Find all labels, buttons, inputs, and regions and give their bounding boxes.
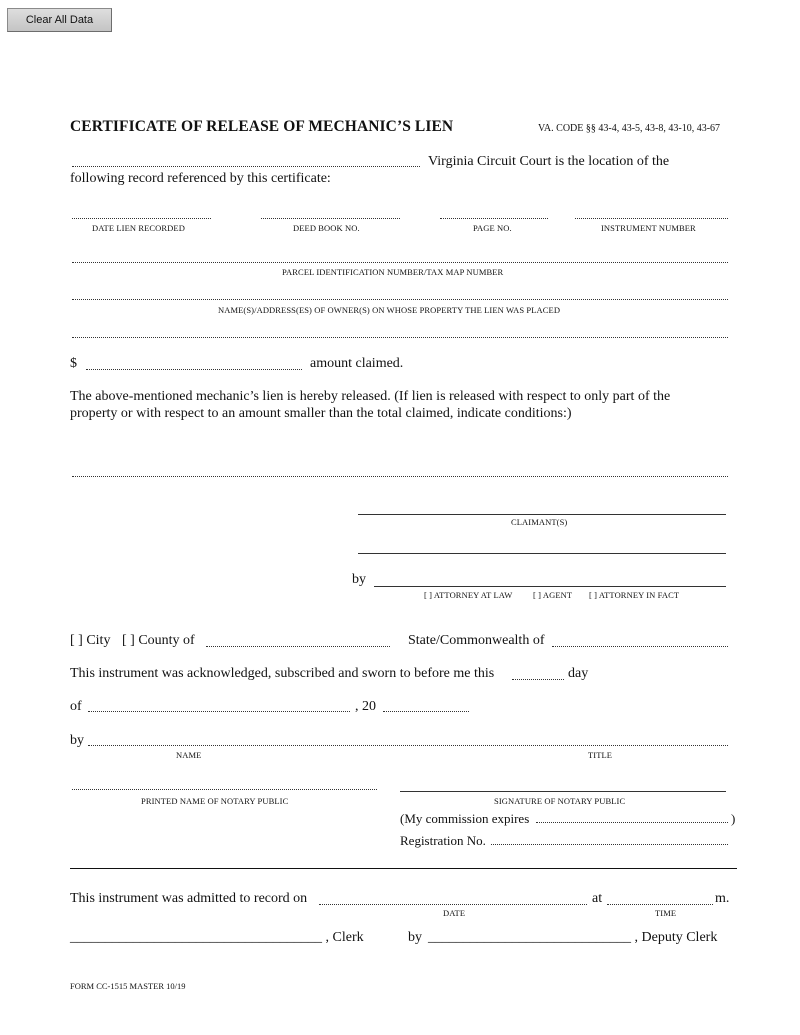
notary-printed-name-field[interactable] (72, 789, 377, 790)
county-checkbox[interactable]: [ ] County of (122, 633, 195, 648)
page-no-label: PAGE NO. (473, 223, 512, 233)
registration-no-field[interactable] (491, 844, 728, 845)
owner-name-address-label: NAME(S)/ADDRESS(ES) OF OWNER(S) ON WHOSE PROPERTY THE LIEN WAS PLACED (218, 305, 561, 315)
state-field[interactable] (552, 646, 728, 647)
time-label: TIME (655, 908, 677, 918)
ack-year-field[interactable] (383, 711, 469, 712)
ack-by-text: by (70, 733, 84, 748)
court-text-line2: following record referenced by this certificate: (70, 171, 331, 186)
at-text: at (592, 891, 603, 906)
acknowledgement-text: This instrument was acknowledged, subscribed and sworn to before me this (70, 666, 495, 681)
record-time-field[interactable] (607, 904, 713, 905)
deputy-clerk-signature-line[interactable]: _____________________________ , Deputy Clerk (428, 930, 718, 945)
deputy-by-text: by (408, 930, 422, 945)
ack-by-field[interactable] (88, 745, 728, 746)
deed-book-label: DEED BOOK NO. (293, 223, 360, 233)
date-lien-recorded-field[interactable] (72, 218, 211, 219)
name-label: NAME (176, 750, 202, 760)
date-label: DATE (443, 908, 466, 918)
day-text: day (568, 666, 589, 681)
owner-name-address-field[interactable] (72, 299, 728, 300)
page-no-field[interactable] (440, 218, 548, 219)
amount-claimed-field[interactable] (86, 369, 302, 370)
conditions-field[interactable] (72, 476, 728, 477)
va-code-reference: VA. CODE §§ 43-4, 43-5, 43-8, 43-10, 43-67 (538, 123, 721, 134)
printed-name-label: PRINTED NAME OF NOTARY PUBLIC (141, 796, 289, 806)
deed-book-field[interactable] (261, 218, 400, 219)
of-text: of (70, 699, 82, 714)
parcel-id-field[interactable] (72, 262, 728, 263)
title-label: TITLE (588, 750, 613, 760)
instrument-number-label: INSTRUMENT NUMBER (601, 223, 696, 233)
by-signature-line[interactable] (374, 586, 726, 587)
clear-all-data-button[interactable]: Clear All Data (7, 8, 112, 32)
claimant-signature-line[interactable] (358, 514, 726, 515)
ack-month-field[interactable] (88, 711, 350, 712)
amount-claimed-text: amount claimed. (310, 356, 404, 371)
notary-signature-label: SIGNATURE OF NOTARY PUBLIC (494, 796, 626, 806)
admitted-record-text: This instrument was admitted to record on (70, 891, 308, 906)
claimant-signature-line-2[interactable] (358, 553, 726, 554)
ack-day-field[interactable] (512, 679, 564, 680)
agent-checkbox[interactable]: [ ] AGENT (533, 590, 573, 600)
notary-signature-line[interactable] (400, 791, 726, 792)
attorney-in-fact-checkbox[interactable]: [ ] ATTORNEY IN FACT (589, 590, 680, 600)
state-commonwealth-text: State/Commonwealth of (408, 633, 545, 648)
clerk-signature-line[interactable]: ____________________________________ , Clerk (70, 930, 364, 945)
commission-expires-text: (My commission expires (400, 811, 530, 826)
parcel-id-label: PARCEL IDENTIFICATION NUMBER/TAX MAP NUMBER (282, 267, 504, 277)
form-title: CERTIFICATE OF RELEASE OF MECHANIC’S LIEN (70, 118, 454, 135)
attorney-at-law-checkbox[interactable]: [ ] ATTORNEY AT LAW (424, 590, 513, 600)
commission-close-paren: ) (731, 811, 736, 826)
claimant-by-text: by (352, 572, 366, 587)
section-divider (70, 868, 737, 869)
city-county-field[interactable] (206, 646, 390, 647)
m-text: m. (715, 891, 730, 906)
form-number: FORM CC-1515 MASTER 10/19 (70, 981, 186, 991)
dollar-sign: $ (70, 356, 77, 371)
year-prefix-text: , 20 (355, 699, 376, 714)
circuit-court-field[interactable] (72, 166, 420, 167)
release-text-line2: property or with respect to an amount smaller than the total claimed, indicate conditions:) (70, 406, 572, 421)
date-lien-recorded-label: DATE LIEN RECORDED (92, 223, 185, 233)
city-checkbox[interactable]: [ ] City (70, 633, 111, 648)
instrument-number-field[interactable] (575, 218, 728, 219)
claimant-label: CLAIMANT(S) (511, 517, 568, 527)
owner-name-address-field-2[interactable] (72, 337, 728, 338)
release-text-line1: The above-mentioned mechanic’s lien is hereby released. (If lien is released with respect to only part of the (70, 389, 671, 404)
court-text-line1: Virginia Circuit Court is the location of the (428, 154, 670, 169)
record-date-field[interactable] (319, 904, 587, 905)
commission-expires-field[interactable] (536, 822, 728, 823)
registration-no-text: Registration No. (400, 833, 486, 848)
